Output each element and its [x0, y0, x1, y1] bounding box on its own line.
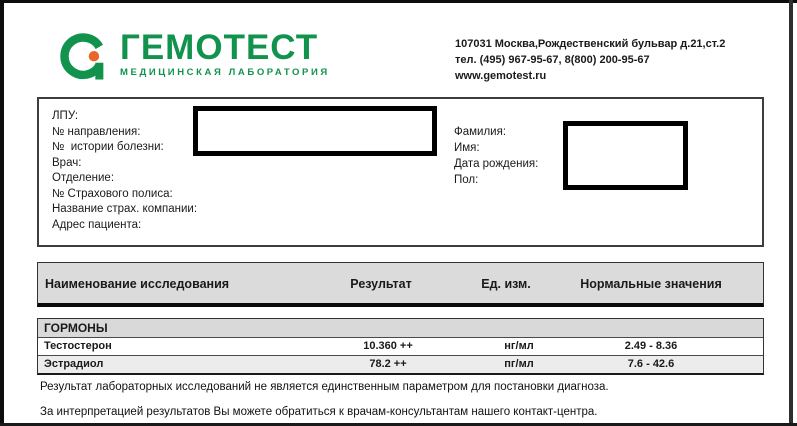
interpretation-note: За интерпретацией результатов Вы можете обратиться к врачам-консультантам нашего контакт-центра. [40, 406, 598, 418]
scan-border-left [0, 0, 4, 426]
table-row-estradiol [38, 355, 763, 373]
cell-result: 10.360 ++ [363, 340, 413, 352]
column-header-test-name: Наименование исследования [45, 277, 230, 291]
field-label-patient-address: Адрес пациента: [52, 218, 142, 231]
redaction-box-order-info [193, 106, 437, 156]
contact-website: www.gemotest.ru [455, 70, 547, 82]
field-label-firstname: Имя: [454, 142, 480, 154]
scan-border-right [789, 0, 793, 426]
field-label-department: Отделение: [52, 172, 115, 184]
scan-border-top [0, 0, 797, 3]
brand-tagline: МЕДИЦИНСКАЯ ЛАБОРАТОРИЯ [120, 67, 330, 78]
field-label-sex: Пол: [454, 174, 479, 186]
results-table-header [37, 262, 764, 307]
contact-phone: тел. (495) 967-95-67, 8(800) 200-95-67 [455, 54, 650, 66]
section-label: ГОРМОНЫ [44, 321, 108, 335]
field-label-birthdate: Дата рождения: [454, 158, 539, 170]
column-header-unit: Ед. изм. [481, 277, 531, 291]
cell-test-name: Тестостерон [44, 340, 112, 352]
results-table-body [37, 318, 764, 375]
cell-normal-range: 7.6 - 42.6 [627, 358, 675, 370]
contact-block [455, 36, 725, 84]
field-label-doctor: Врач: [52, 156, 82, 169]
contact-address: 107031 Москва,Рождественский бульвар д.21,ст.2 [455, 38, 726, 50]
cell-unit: нг/мл [504, 340, 534, 352]
redaction-box-patient-info [563, 121, 688, 190]
gemotest-logo-icon [58, 30, 114, 88]
column-header-normal-range: Нормальные значения [580, 277, 722, 291]
table-row-testosterone [38, 337, 763, 355]
logo-orange-dot [89, 51, 99, 61]
table-section-row-hormones [38, 319, 763, 337]
disclaimer-note: Результат лабораторных исследований не является единственным параметром для постановки диагноза. [40, 381, 609, 393]
field-label-lpu: ЛПУ: [52, 110, 79, 122]
field-label-case-history-number: № истории болезни: [52, 141, 164, 153]
field-label-insurance-company: Название страх. компании: [52, 203, 198, 215]
field-label-surname: Фамилия: [454, 126, 507, 138]
cell-test-name: Эстрадиол [44, 358, 104, 370]
cell-result: 78.2 ++ [369, 358, 407, 370]
column-header-result: Результат [350, 277, 412, 291]
cell-normal-range: 2.49 - 8.36 [624, 340, 678, 352]
brand-name: ГЕМОТЕСТ [120, 28, 319, 67]
field-label-referral-number: № направления: [52, 125, 141, 138]
gemotest-logo [58, 30, 330, 88]
field-label-insurance-policy-number: № Страхового полиса: [52, 187, 173, 200]
cell-unit: пг/мл [504, 358, 534, 370]
